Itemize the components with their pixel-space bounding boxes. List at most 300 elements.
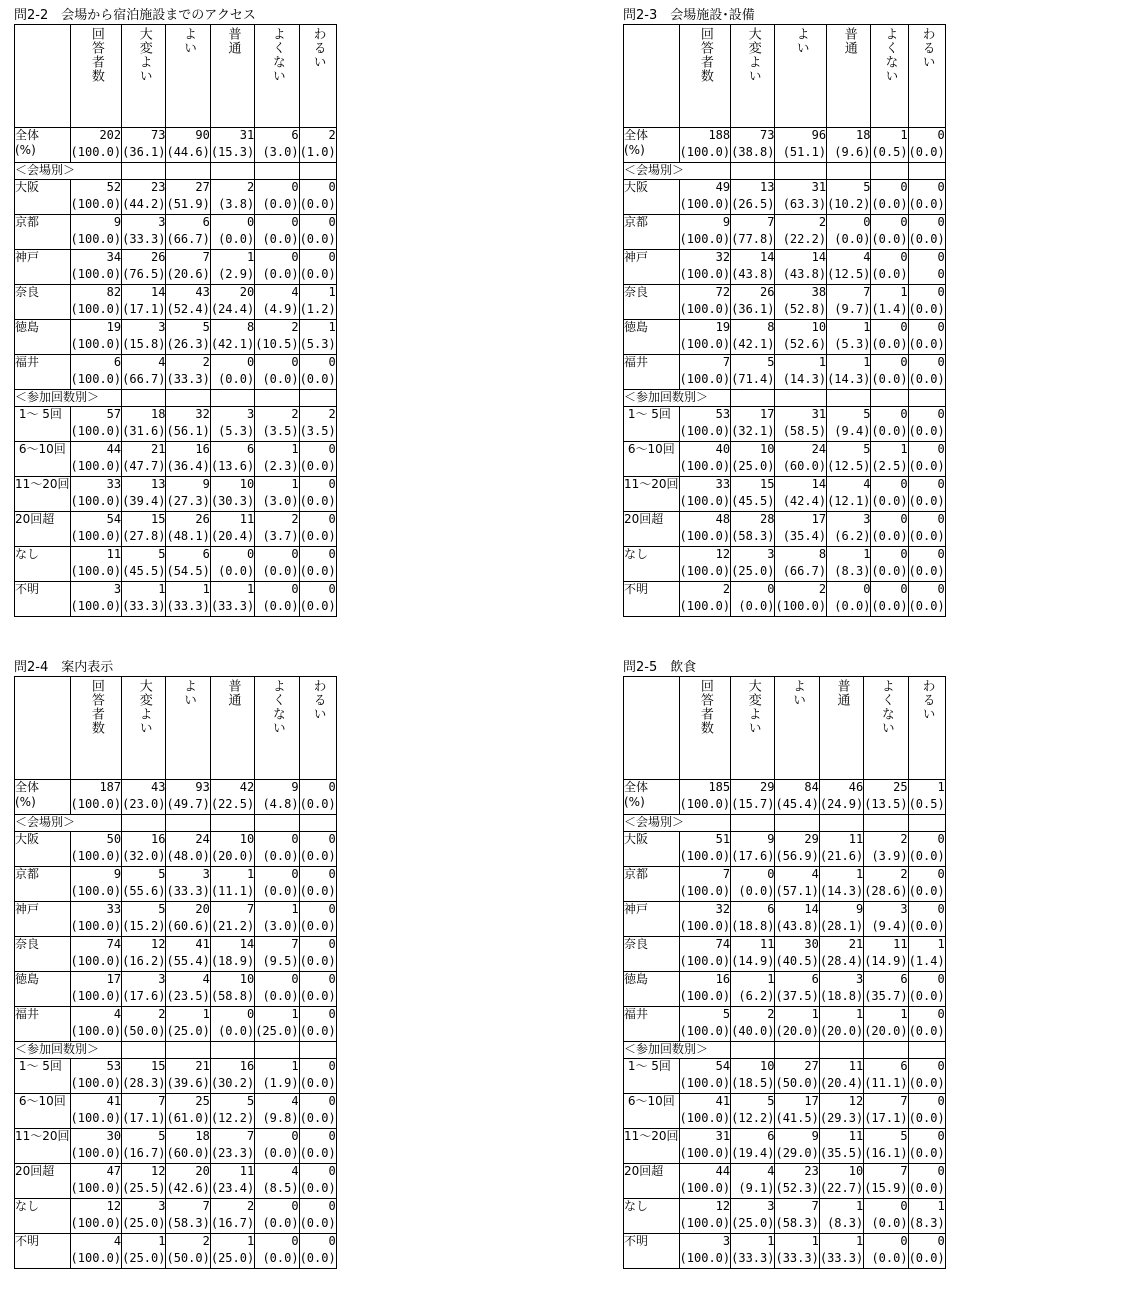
row-label: 奈良 xyxy=(15,285,40,299)
percent-value: (52.3) xyxy=(775,1181,819,1195)
value-cell xyxy=(299,972,336,1007)
count-value: 7 xyxy=(246,902,255,916)
count-value: 5 xyxy=(900,1129,908,1143)
value-cell xyxy=(122,355,166,390)
value-cell xyxy=(255,1164,299,1199)
count-value: 5 xyxy=(767,1094,775,1108)
percent-value: (52.6) xyxy=(782,337,827,351)
value-cell xyxy=(679,285,731,320)
value-cell xyxy=(827,582,871,617)
count-value: 30 xyxy=(804,937,819,951)
header-row xyxy=(15,677,337,780)
value-cell xyxy=(210,442,254,477)
survey-table xyxy=(623,676,946,1269)
percent-value: (24.4) xyxy=(210,302,255,316)
count-value: 9 xyxy=(811,1129,819,1143)
percent-value: (0.0) xyxy=(299,459,336,473)
empty-cell xyxy=(210,1042,254,1059)
count-value: 31 xyxy=(715,1129,731,1143)
value-cell xyxy=(775,1199,819,1234)
value-cell xyxy=(299,582,336,617)
count-value: 12 xyxy=(715,1199,731,1213)
table-row xyxy=(15,972,337,1007)
percent-value: (8.3) xyxy=(834,564,871,578)
percent-value: (35.4) xyxy=(782,529,827,543)
value-cell xyxy=(827,180,871,215)
table-row xyxy=(15,285,337,320)
column-header-label: 回答者数 xyxy=(88,27,104,83)
percent-value: (0.0) xyxy=(908,459,945,473)
count-value: 31 xyxy=(811,407,827,421)
count-value: 0 xyxy=(291,355,299,369)
value-cell xyxy=(299,780,336,815)
count-value: 1 xyxy=(863,320,871,334)
value-cell xyxy=(731,477,775,512)
value-cell xyxy=(210,320,254,355)
percent-value: (61.0) xyxy=(166,1111,210,1125)
survey-table xyxy=(14,24,337,617)
value-cell xyxy=(679,867,731,902)
value-cell xyxy=(871,320,908,355)
table-row xyxy=(15,1129,337,1164)
row-label-cell xyxy=(624,407,680,442)
column-header-label: 回答者数 xyxy=(697,679,713,735)
percent-value: (100.0) xyxy=(70,145,122,159)
value-cell xyxy=(299,1059,336,1094)
count-value: 8 xyxy=(246,320,255,334)
table-row xyxy=(15,1094,337,1129)
row-label: 11～20回 xyxy=(15,1129,70,1143)
percent-value: (42.6) xyxy=(166,1181,210,1195)
empty-cell xyxy=(299,390,336,407)
count-value: 0 xyxy=(246,215,255,229)
percent-value: (0.0) xyxy=(738,884,775,898)
count-value: 20 xyxy=(239,285,255,299)
row-label-cell xyxy=(624,1059,680,1094)
percent-value: (21.2) xyxy=(210,919,255,933)
percent-value: (23.5) xyxy=(166,989,210,1003)
count-value: 14 xyxy=(811,477,827,491)
row-label: 不明 xyxy=(624,1234,649,1248)
row-label-cell xyxy=(15,582,71,617)
percent-value: (52.8) xyxy=(782,302,827,316)
count-value: 25 xyxy=(195,1094,210,1108)
count-value: 3 xyxy=(158,1199,166,1213)
count-value: 21 xyxy=(151,442,166,456)
percent-value: (12.2) xyxy=(731,1111,775,1125)
value-cell xyxy=(255,832,299,867)
percent-value: (100.0) xyxy=(679,919,731,933)
row-sublabel: (%) xyxy=(624,143,645,157)
value-cell xyxy=(679,1234,731,1269)
count-value: 0 xyxy=(246,355,255,369)
percent-value: (0.0) xyxy=(834,599,871,613)
row-label-cell xyxy=(624,442,680,477)
count-value: 11 xyxy=(239,512,255,526)
value-cell xyxy=(255,902,299,937)
column-header-label: 回答者数 xyxy=(697,27,713,83)
value-cell xyxy=(775,780,819,815)
count-value: 16 xyxy=(239,1059,255,1073)
value-cell xyxy=(827,285,871,320)
value-cell xyxy=(299,320,336,355)
count-value: 0 xyxy=(328,1129,336,1143)
table-row xyxy=(624,867,946,902)
percent-value: (11.1) xyxy=(864,1076,908,1090)
percent-value: (0.0) xyxy=(871,372,908,386)
row-label-cell xyxy=(15,512,71,547)
section-row xyxy=(624,815,946,832)
row-label-cell xyxy=(624,972,680,1007)
percent-value: (36.1) xyxy=(731,302,775,316)
percent-value: (0.0) xyxy=(262,564,299,578)
percent-value: (33.3) xyxy=(210,599,255,613)
percent-value: (17.1) xyxy=(122,1111,166,1125)
value-cell xyxy=(166,1164,210,1199)
percent-value: (19.4) xyxy=(731,1146,775,1160)
percent-value: (12.5) xyxy=(827,459,871,473)
value-cell xyxy=(731,1164,775,1199)
count-value: 4 xyxy=(291,1094,299,1108)
value-cell xyxy=(210,407,254,442)
percent-value: (1.9) xyxy=(262,1076,299,1090)
count-value: 0 xyxy=(900,320,908,334)
count-value: 0 xyxy=(937,180,945,194)
percent-value: (100.0) xyxy=(679,145,731,159)
percent-value: (0.0) xyxy=(871,1216,908,1230)
row-label-cell xyxy=(15,1234,71,1269)
value-cell xyxy=(299,128,336,163)
row-label-cell xyxy=(624,1234,680,1269)
count-value: 15 xyxy=(151,1059,166,1073)
percent-value: (1.4) xyxy=(871,302,908,316)
value-cell xyxy=(731,780,775,815)
value-cell xyxy=(775,832,819,867)
empty-cell xyxy=(775,815,819,832)
value-cell xyxy=(166,1129,210,1164)
section-label: ＜会場別＞ xyxy=(624,815,731,832)
count-value: 43 xyxy=(195,285,210,299)
value-cell xyxy=(775,937,819,972)
percent-value: (27.3) xyxy=(166,494,210,508)
count-value: 44 xyxy=(106,442,122,456)
percent-value: (45.5) xyxy=(731,494,775,508)
value-cell xyxy=(122,1234,166,1269)
value-cell xyxy=(819,1007,863,1042)
value-cell xyxy=(819,1094,863,1129)
value-cell xyxy=(819,780,863,815)
count-value: 4 xyxy=(767,1164,775,1178)
count-value: 4 xyxy=(863,477,871,491)
table-row xyxy=(624,250,946,285)
value-cell xyxy=(210,582,254,617)
row-label-cell xyxy=(15,355,71,390)
empty-cell xyxy=(908,1042,945,1059)
percent-value: (23.3) xyxy=(210,1146,255,1160)
value-cell xyxy=(679,128,731,163)
row-label-cell xyxy=(624,215,680,250)
percent-value: (100.0) xyxy=(679,494,731,508)
value-cell xyxy=(166,937,210,972)
value-cell xyxy=(122,780,166,815)
value-cell xyxy=(210,780,254,815)
empty-cell xyxy=(731,163,775,180)
count-value: 0 xyxy=(328,937,336,951)
count-value: 15 xyxy=(760,477,775,491)
empty-cell xyxy=(819,815,863,832)
percent-value: (14.9) xyxy=(864,954,908,968)
column-header-label: よくない xyxy=(882,27,898,83)
value-cell xyxy=(166,407,210,442)
percent-value: (31.6) xyxy=(122,424,166,438)
column-header xyxy=(679,677,731,780)
value-cell xyxy=(775,407,827,442)
count-value: 0 xyxy=(328,180,336,194)
value-cell xyxy=(70,902,122,937)
value-cell xyxy=(299,215,336,250)
value-cell xyxy=(255,512,299,547)
count-value: 0 xyxy=(328,1234,336,1248)
column-header xyxy=(864,677,908,780)
percent-value: (30.2) xyxy=(210,1076,255,1090)
percent-value: (16.7) xyxy=(122,1146,166,1160)
count-value: 26 xyxy=(151,250,166,264)
section-row xyxy=(624,390,946,407)
value-cell xyxy=(166,547,210,582)
percent-value: (100.0) xyxy=(70,529,122,543)
value-cell xyxy=(255,355,299,390)
table-row xyxy=(624,285,946,320)
count-value: 0 xyxy=(937,547,945,561)
table-row xyxy=(15,215,337,250)
table-row xyxy=(624,1059,946,1094)
percent-value: (39.6) xyxy=(166,1076,210,1090)
count-value: 8 xyxy=(818,547,827,561)
value-cell xyxy=(166,1007,210,1042)
percent-value: (100.0) xyxy=(70,424,122,438)
table-row xyxy=(15,867,337,902)
percent-value: (63.3) xyxy=(782,197,827,211)
count-value: 43 xyxy=(151,780,166,794)
value-cell xyxy=(122,285,166,320)
percent-value: (0.0) xyxy=(908,1076,945,1090)
value-cell xyxy=(70,1199,122,1234)
empty-cell xyxy=(122,815,166,832)
value-cell xyxy=(775,442,827,477)
value-cell xyxy=(255,477,299,512)
table-title: 問2-5 飲食 xyxy=(623,660,697,675)
value-cell xyxy=(122,972,166,1007)
count-value: 17 xyxy=(804,1094,819,1108)
section-label: ＜会場別＞ xyxy=(15,163,122,180)
percent-value: (0.0) xyxy=(299,232,336,246)
count-value: 4 xyxy=(158,355,166,369)
count-value: 19 xyxy=(106,320,122,334)
value-cell xyxy=(122,1059,166,1094)
column-header-label: 大変よい xyxy=(136,679,152,735)
value-cell xyxy=(255,128,299,163)
count-value: 17 xyxy=(811,512,827,526)
count-value: 13 xyxy=(760,180,775,194)
count-value: 11 xyxy=(848,1059,864,1073)
count-value: 6 xyxy=(767,902,775,916)
percent-value: (100.0) xyxy=(70,1146,122,1160)
value-cell xyxy=(70,547,122,582)
row-label-cell xyxy=(15,1007,71,1042)
percent-value: (0.0) xyxy=(299,1181,336,1195)
value-cell xyxy=(775,250,827,285)
row-label: 1～ 5回 xyxy=(15,407,62,421)
count-value: 1 xyxy=(811,1234,819,1248)
count-value: 0 xyxy=(328,1164,336,1178)
value-cell xyxy=(864,1007,908,1042)
count-value: 1 xyxy=(291,442,299,456)
count-value: 6 xyxy=(202,215,210,229)
table-row xyxy=(15,1234,337,1269)
row-label: 神戸 xyxy=(624,250,649,264)
percent-value: (52.4) xyxy=(166,302,210,316)
row-label-cell xyxy=(15,215,71,250)
count-value: 0 xyxy=(900,1234,908,1248)
value-cell xyxy=(166,250,210,285)
percent-value: (0.0) xyxy=(871,232,908,246)
percent-value: (56.9) xyxy=(775,849,819,863)
count-value: 0 xyxy=(937,285,945,299)
percent-value: (100.0) xyxy=(679,372,731,386)
count-value: 14 xyxy=(151,285,166,299)
count-value: 1 xyxy=(246,867,255,881)
percent-value: (0.0) xyxy=(738,599,775,613)
row-label-cell xyxy=(15,477,71,512)
count-value: 48 xyxy=(715,512,731,526)
value-cell xyxy=(255,215,299,250)
count-value: 2 xyxy=(158,1007,166,1021)
count-value: 1 xyxy=(900,128,908,142)
count-value: 1 xyxy=(900,1007,908,1021)
row-label: 1～ 5回 xyxy=(624,1059,671,1073)
value-cell xyxy=(122,547,166,582)
count-value: 9 xyxy=(113,215,122,229)
percent-value: (42.4) xyxy=(782,494,827,508)
empty-cell xyxy=(255,815,299,832)
table-row xyxy=(624,1199,946,1234)
percent-value: (35.5) xyxy=(819,1146,864,1160)
percent-value: (0.0) xyxy=(908,1251,945,1265)
row-label: 20回超 xyxy=(624,512,664,526)
table-row xyxy=(624,972,946,1007)
row-label-cell xyxy=(15,867,71,902)
count-value: 38 xyxy=(811,285,827,299)
percent-value: (25.0) xyxy=(255,1024,299,1038)
count-value: 0 xyxy=(937,442,945,456)
count-value: 0 xyxy=(291,832,299,846)
percent-value: (0.0) xyxy=(908,424,945,438)
value-cell xyxy=(864,780,908,815)
row-label-cell xyxy=(624,780,680,815)
row-label-cell xyxy=(624,582,680,617)
value-cell xyxy=(679,780,731,815)
value-cell xyxy=(166,780,210,815)
percent-value: (0.0) xyxy=(299,564,336,578)
value-cell xyxy=(166,867,210,902)
count-value: 10 xyxy=(239,972,255,986)
percent-value: (100.0) xyxy=(70,197,122,211)
value-cell xyxy=(299,1129,336,1164)
percent-value: (100.0) xyxy=(679,1181,731,1195)
count-value: 11 xyxy=(239,1164,255,1178)
value-cell xyxy=(70,972,122,1007)
percent-value: (9.7) xyxy=(834,302,871,316)
count-value: 9 xyxy=(722,215,731,229)
count-value: 1 xyxy=(328,285,336,299)
count-value: 0 xyxy=(291,582,299,596)
count-value: 53 xyxy=(715,407,731,421)
percent-value: (8.3) xyxy=(827,1216,864,1230)
count-value: 0 xyxy=(328,1007,336,1021)
value-cell xyxy=(255,250,299,285)
column-header-label: 回答者数 xyxy=(88,679,104,735)
percent-value: (15.9) xyxy=(864,1181,908,1195)
row-label: 不明 xyxy=(15,1234,40,1248)
percent-value: (77.8) xyxy=(731,232,775,246)
count-value: 6 xyxy=(900,972,908,986)
column-header xyxy=(299,677,336,780)
count-value: 9 xyxy=(291,780,299,794)
count-value: 6 xyxy=(767,1129,775,1143)
section-label: ＜参加回数別＞ xyxy=(624,390,731,407)
empty-cell xyxy=(255,1042,299,1059)
row-label: 福井 xyxy=(15,1007,40,1021)
value-cell xyxy=(255,547,299,582)
table-row xyxy=(15,902,337,937)
percent-value: (100.0) xyxy=(679,1111,731,1125)
value-cell xyxy=(827,215,871,250)
percent-value: (0.0) xyxy=(908,989,945,1003)
count-value: 2 xyxy=(291,407,299,421)
count-value: 3 xyxy=(113,582,122,596)
percent-value: (100.0) xyxy=(679,1146,731,1160)
percent-value: (43.8) xyxy=(782,267,827,281)
value-cell xyxy=(731,1059,775,1094)
row-label-cell xyxy=(624,832,680,867)
count-value: 0 xyxy=(900,407,908,421)
header-corner xyxy=(15,25,71,128)
value-cell xyxy=(731,250,775,285)
value-cell xyxy=(679,832,731,867)
value-cell xyxy=(70,1234,122,1269)
value-cell xyxy=(731,1007,775,1042)
value-cell xyxy=(679,477,731,512)
count-value: 0 xyxy=(328,832,336,846)
percent-value: (26.5) xyxy=(731,197,775,211)
table-row xyxy=(15,477,337,512)
value-cell xyxy=(299,250,336,285)
value-cell xyxy=(70,285,122,320)
row-label-cell xyxy=(15,902,71,937)
count-value: 1 xyxy=(202,1007,210,1021)
value-cell xyxy=(122,1094,166,1129)
count-value: 74 xyxy=(715,937,731,951)
row-label: 徳島 xyxy=(624,320,649,334)
value-cell xyxy=(871,512,908,547)
count-value: 41 xyxy=(715,1094,731,1108)
count-value: 5 xyxy=(202,320,210,334)
count-value: 12 xyxy=(715,547,731,561)
percent-value: (58.5) xyxy=(782,424,827,438)
value-cell xyxy=(908,937,945,972)
row-label: なし xyxy=(624,547,649,561)
count-value: 10 xyxy=(239,477,255,491)
